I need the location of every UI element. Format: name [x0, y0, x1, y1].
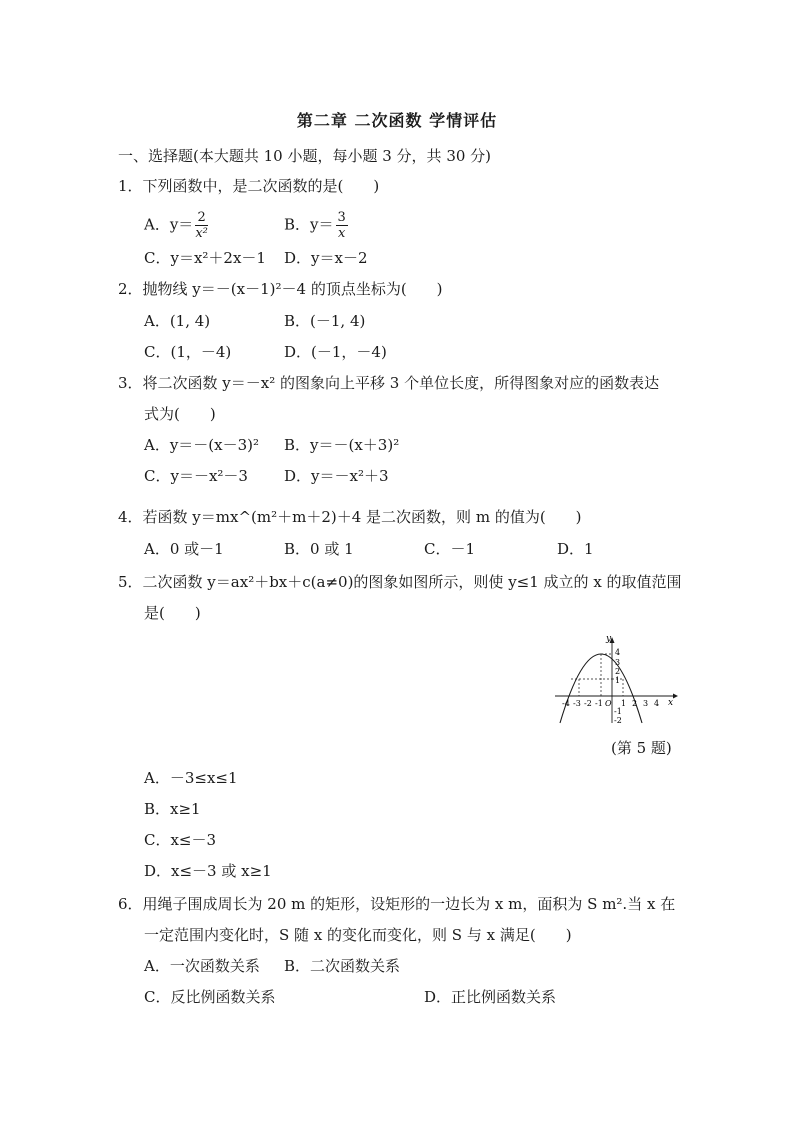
question-3-stem-line-2: 式为( ) [144, 405, 216, 423]
x-tick-label: 4 [654, 699, 660, 708]
q1-option-a-denominator: x² [195, 226, 208, 241]
origin-label: O [605, 699, 612, 708]
q2-option-b: B．(－1, 4) [284, 312, 366, 330]
q6-option-d: D．正比例函数关系 [424, 988, 557, 1006]
question-6-stem-line-2: 一定范围内变化时，S 随 x 的变化而变化，则 S 与 x 满足( ) [144, 926, 572, 944]
q3-option-a: A．y＝－(x－3)² [144, 436, 260, 454]
q1-option-a-prefix: A．y＝ [144, 215, 194, 234]
q5-parabola-graph [553, 633, 678, 725]
x-tick-label: -1 [595, 699, 603, 708]
y-tick-label: -2 [614, 716, 622, 725]
question-2-stem: 2．抛物线 y＝－(x－1)²－4 的顶点坐标为( ) [118, 280, 443, 298]
x-tick-label: -3 [573, 699, 581, 708]
q1-option-b-prefix: B．y＝ [284, 215, 334, 234]
q1-option-c: C．y＝x²＋2x－1 [144, 249, 266, 267]
q5-option-b: B．x≥1 [144, 800, 201, 818]
q5-option-c: C．x≤－3 [144, 831, 217, 849]
x-tick-label: 2 [632, 699, 638, 708]
q3-option-d: D．y＝－x²＋3 [284, 467, 389, 485]
page-title: 第二章 二次函数 学情评估 [296, 111, 498, 130]
q1-option-a [144, 210, 210, 241]
y-tick-label: 4 [615, 648, 621, 657]
parabola-curve [560, 654, 642, 723]
x-tick-label: -4 [562, 699, 570, 708]
question-5-stem-line-2: 是( ) [144, 604, 201, 622]
question-6-stem-line-1: 6．用绳子围成周长为 20 m 的矩形，设矩形的一边长为 x m，面积为 S m².当 x 在 [118, 895, 676, 913]
q1-option-b [284, 210, 350, 241]
y-axis-label: y [606, 634, 612, 644]
q5-option-d: D．x≤－3 或 x≥1 [144, 862, 272, 880]
question-5-stem-line-1: 5．二次函数 y＝ax²＋bx＋c(a≠0)的图象如图所示，则使 y≤1 成立的 x 的取值范围 [118, 573, 682, 591]
q3-option-c: C．y＝－x²－3 [144, 467, 248, 485]
q2-option-a: A．(1, 4) [144, 312, 211, 330]
q6-option-b: B．二次函数关系 [284, 957, 401, 975]
q1-option-b-denominator: x [337, 226, 346, 241]
q2-option-c: C．(1，－4) [144, 343, 232, 361]
q2-option-d: D．(－1，－4) [284, 343, 387, 361]
y-tick-label: 3 [615, 658, 621, 667]
y-tick-label: 1 [615, 676, 621, 685]
q4-option-b: B．0 或 1 [284, 540, 354, 558]
q1-option-b-numerator: 3 [337, 210, 346, 225]
q1-option-d: D．y＝x－2 [284, 249, 368, 267]
q6-option-c: C．反比例函数关系 [144, 988, 276, 1006]
q4-option-d: D．1 [557, 540, 594, 558]
q6-option-a: A．一次函数关系 [144, 957, 260, 975]
x-axis-label: x [668, 698, 674, 708]
y-tick-label: -1 [614, 707, 622, 716]
question-3-stem-line-1: 3．将二次函数 y＝－x² 的图象向上平移 3 个单位长度，所得图象对应的函数表达 [118, 374, 660, 392]
section-heading: 一、选择题(本大题共 10 小题，每小题 3 分，共 30 分) [118, 147, 492, 165]
x-tick-label: 1 [621, 699, 627, 708]
q3-option-b: B．y＝－(x＋3)² [284, 436, 400, 454]
q4-option-a: A．0 或－1 [144, 540, 224, 558]
y-tick-label: 2 [615, 667, 621, 676]
q5-figure-caption: (第 5 题) [611, 739, 672, 757]
q5-option-a: A．－3≤x≤1 [144, 769, 238, 787]
x-tick-label: -2 [584, 699, 592, 708]
x-tick-label: 3 [643, 699, 649, 708]
question-1-stem: 1．下列函数中，是二次函数的是( ) [118, 177, 380, 195]
question-4-stem: 4．若函数 y＝mx^(m²＋m＋2)＋4 是二次函数，则 m 的值为( ) [118, 508, 582, 526]
q1-option-b-fraction [336, 210, 348, 241]
q1-option-a-fraction [195, 210, 208, 241]
x-axis-arrow [673, 694, 678, 699]
q1-option-a-numerator: 2 [195, 210, 208, 226]
q4-option-c: C．－1 [424, 540, 476, 558]
